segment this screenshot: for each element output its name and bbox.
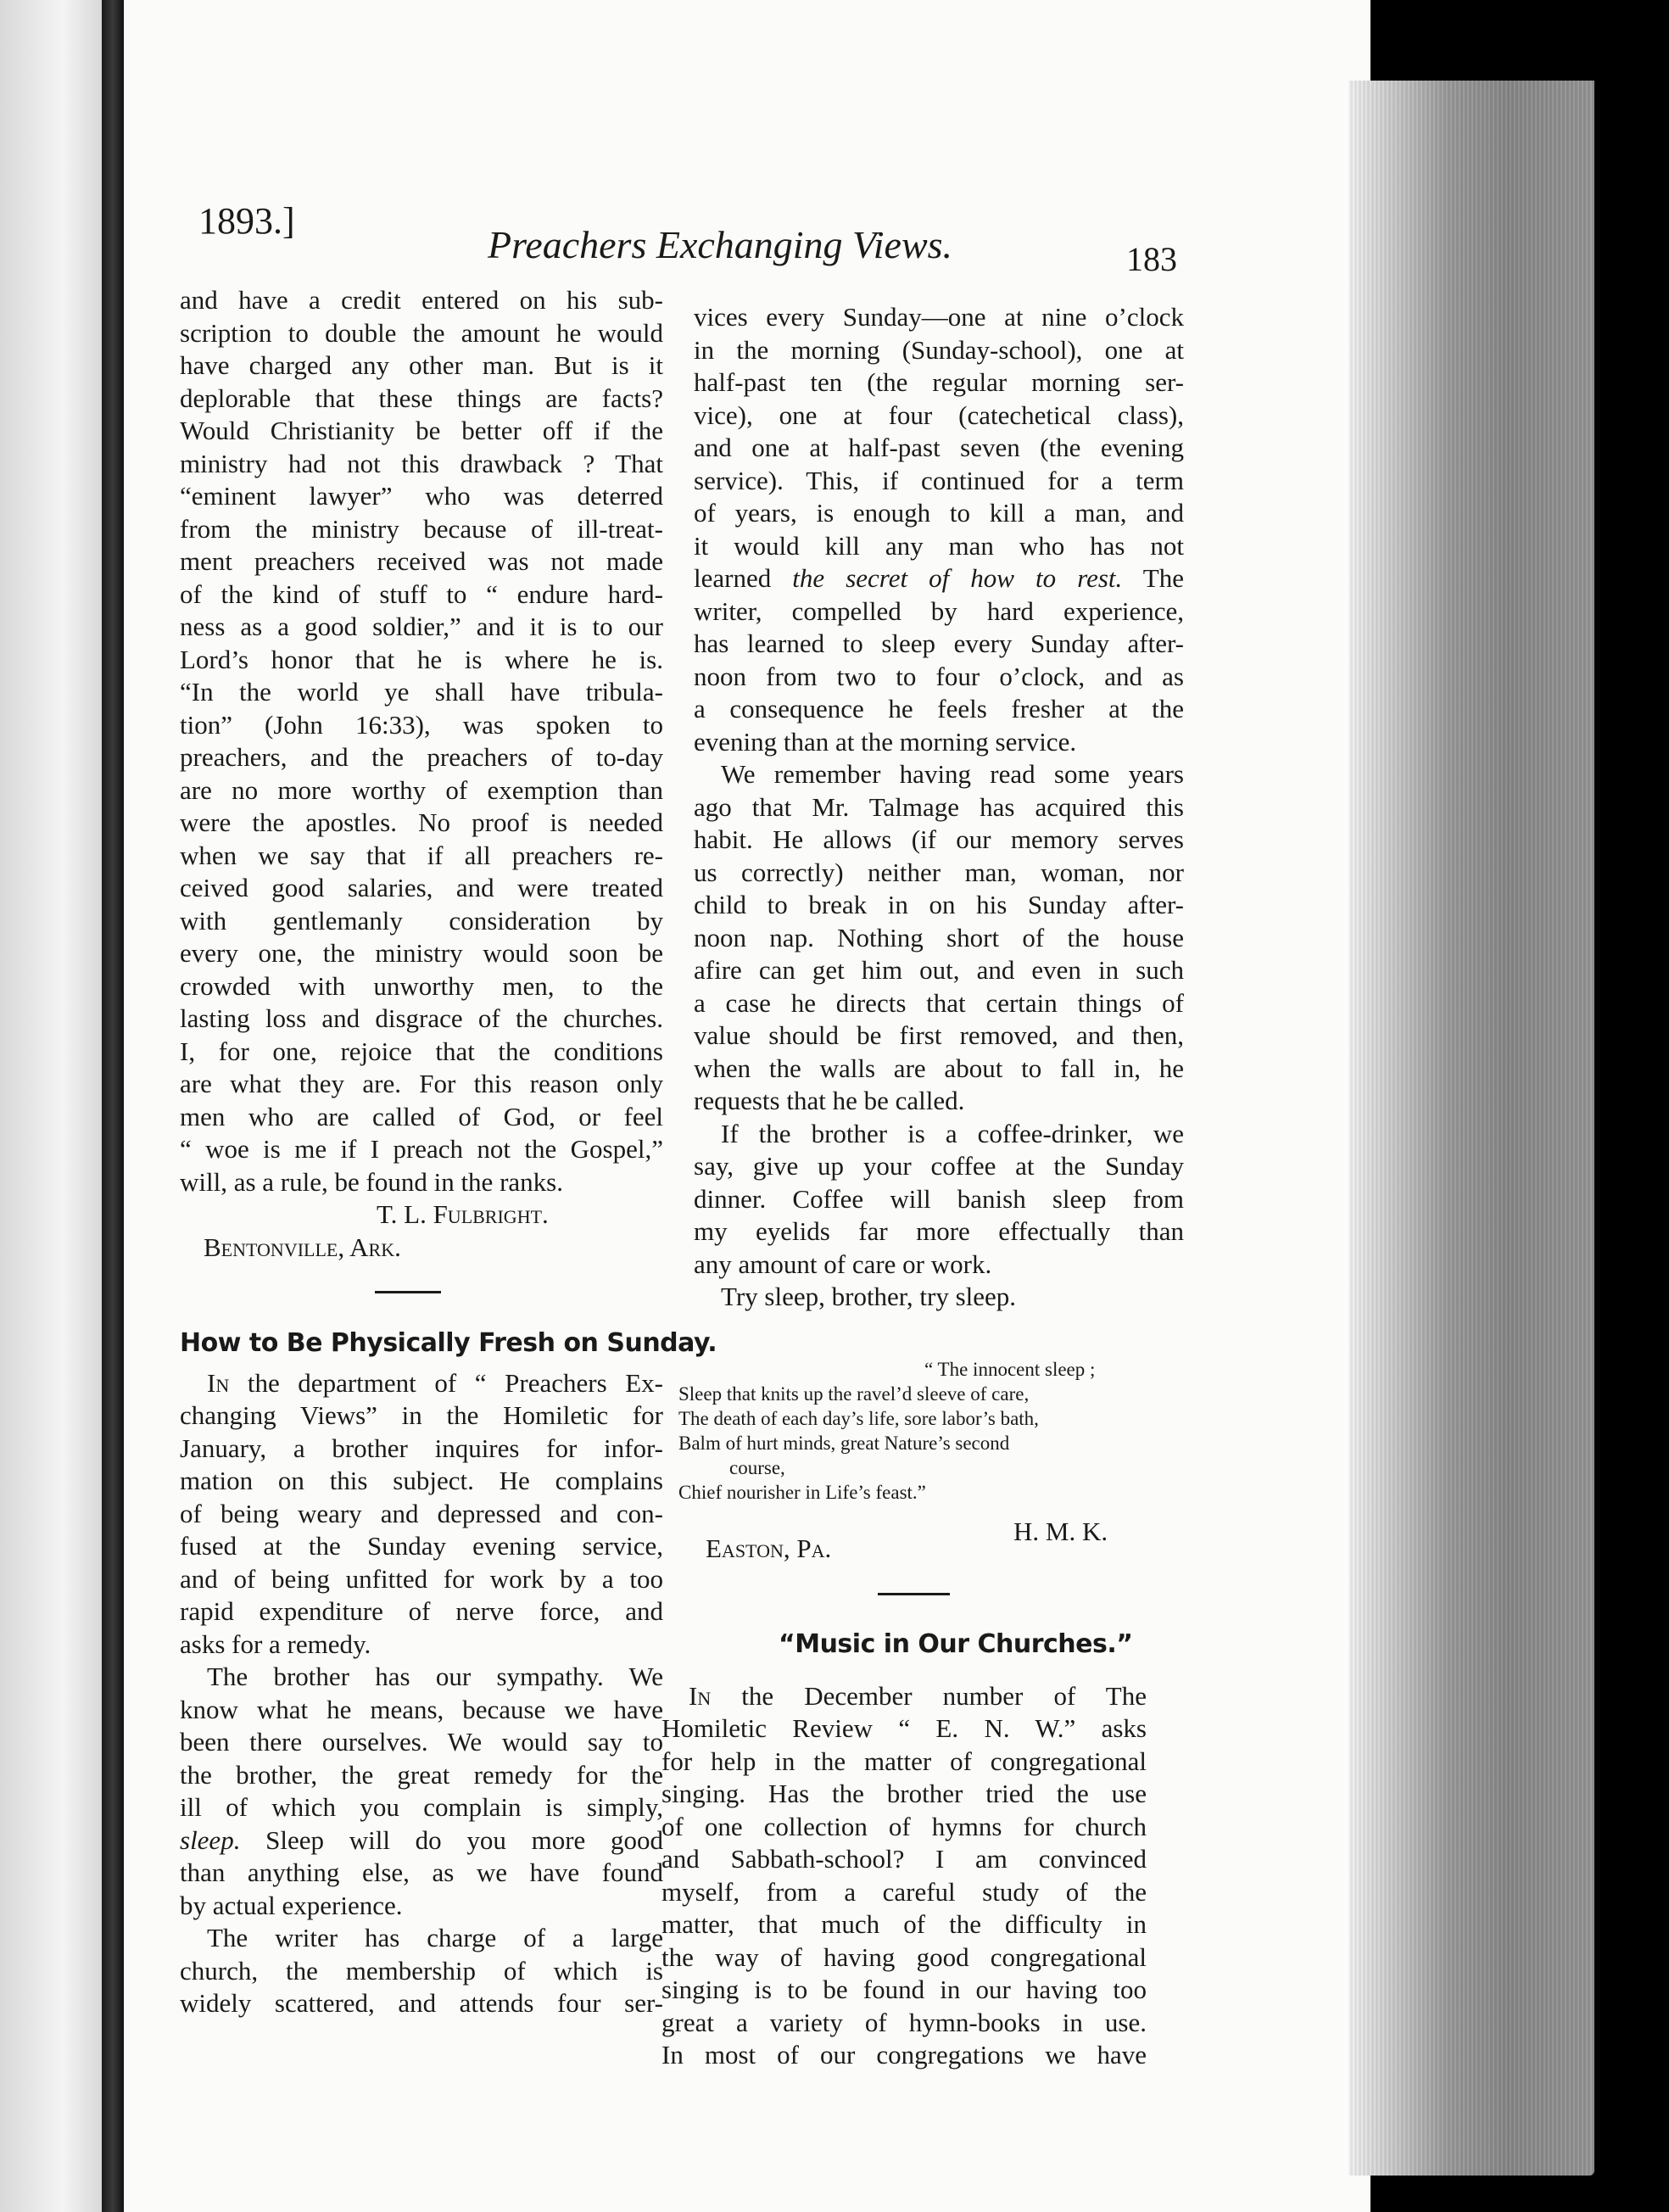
text-line: mation on this subject. He complains	[180, 1466, 663, 1495]
paragraph-line: sleep. Sleep will do you more good	[180, 1824, 664, 1855]
text-line: of the kind of stuff to “ endure hard-	[180, 578, 663, 609]
text-line: requests that he be called.	[694, 1086, 965, 1115]
text-line: were the apostles. No proof is needed	[180, 807, 663, 837]
text-line: We remember having read some years	[721, 759, 1184, 789]
text-line: any amount of care or work.	[694, 1248, 992, 1279]
text-line: crowded with unworthy men, to the	[180, 970, 663, 1001]
left-column	[180, 284, 717, 2020]
text-line: If the brother is a coffee-drinker, we	[721, 1118, 1184, 1148]
text-line: dinner. Coffee will banish sleep from	[694, 1183, 1184, 1214]
text-line: child to break in on his Sunday after-	[694, 890, 1184, 919]
text-line: “ woe is me if I preach not the Gospel,”	[180, 1134, 663, 1164]
signature-fulbright: T. L. Fulbright.	[377, 1199, 549, 1229]
signature-hmk: H. M. K.	[1013, 1517, 1108, 1546]
text-line: great a variety of hymn-books in use.	[661, 2007, 1147, 2037]
text-line: my eyelids far more effectually than	[694, 1216, 1184, 1246]
paragraph-december	[661, 1712, 1147, 2072]
quote-line: course,	[729, 1457, 785, 1478]
text-line: noon nap. Nothing short of the house	[694, 922, 1184, 952]
text-line: a consequence he feels fresher at the	[694, 694, 1184, 723]
text-line: vice), one at four (catechetical class),	[694, 399, 1184, 430]
right-text-top	[694, 301, 1184, 562]
text-line: are what they are. For this reason only	[180, 1069, 663, 1098]
text-line: myself, from a careful study of the	[661, 1876, 1147, 1907]
text-line: scription to double the amount he would	[180, 317, 663, 348]
text-line: singing. Has the brother tried the use	[661, 1779, 1147, 1808]
text-line: a case he directs that certain things of	[694, 987, 1184, 1018]
text-line: afire can get him out, and even in such	[694, 955, 1184, 985]
text-line: in the morning (Sunday-school), one at	[694, 334, 1184, 365]
text-line: The writer has charge of a large	[207, 1923, 663, 1952]
section-heading-physically-fresh: How to Be Physically Fresh on Sunday.	[180, 1328, 717, 1358]
text-line: know what he means, because we have	[180, 1694, 663, 1724]
text-line: widely scattered, and attends four ser-	[180, 1988, 663, 2018]
text-line: noon from two to four o’clock, and as	[694, 661, 1184, 691]
paragraph-writer	[180, 1922, 663, 2020]
text-line: singing is to be found in our having too	[661, 1975, 1147, 2004]
text-line: are no more worthy of exemption than	[180, 774, 663, 805]
text-line: writer, compelled by hard experience,	[694, 595, 1184, 626]
text-line: vices every Sunday—one at nine o’clock	[694, 302, 1184, 332]
text-line: by actual experience.	[180, 1890, 403, 1920]
text-line: of one collection of hymns for church	[661, 1811, 1147, 1841]
left-text-top	[180, 284, 663, 1198]
text-line: and have a credit entered on his sub-	[180, 285, 663, 315]
try-sleep-line: Try sleep, brother, try sleep.	[721, 1282, 1017, 1311]
text-line: the brother, the great remedy for the	[180, 1759, 663, 1790]
quote-line: Balm of hurt minds, great Nature’s second	[678, 1433, 1010, 1454]
text-line: “eminent lawyer” who was deterred	[180, 481, 663, 511]
text-line: for help in the matter of congregational	[661, 1746, 1147, 1776]
text-line: every one, the ministry would soon be	[180, 938, 663, 968]
text-line: matter, that much of the difficulty in	[661, 1909, 1147, 1939]
text-line: ness as a good soldier,” and it is to our	[180, 612, 663, 641]
text-line: habit. He allows (if our memory serves	[694, 824, 1184, 854]
text-line: and Sabbath-school? I am convinced	[661, 1844, 1147, 1874]
quote-line: Chief nourisher in Life’s feast.”	[678, 1482, 926, 1503]
text-line: ill of which you complain is simply,	[180, 1792, 663, 1822]
text-line: of years, is enough to kill a man, and	[694, 498, 1184, 528]
text-line: ceived good salaries, and were treated	[180, 873, 663, 902]
header-year: 1893.]	[198, 200, 295, 242]
page-number: 183	[1126, 240, 1177, 278]
paragraph-sympathy	[180, 1661, 663, 1824]
text-line: half-past ten (the regular morning ser-	[694, 367, 1184, 397]
right-column	[694, 301, 1184, 1314]
book-gutter	[102, 0, 124, 2212]
macbeth-quote	[678, 1357, 1162, 1505]
text-line: rapid expenditure of nerve force, and	[180, 1596, 663, 1626]
header-title: Preachers Exchanging Views.	[488, 223, 953, 266]
text-line: the way of having good congregational	[661, 1941, 1147, 1972]
text-line: Would Christianity be better off if the	[180, 416, 663, 445]
text-line: has learned to sleep every Sunday after-	[694, 628, 1184, 658]
text-line: Homiletic Review “ E. N. W.” asks	[661, 1713, 1147, 1743]
text-line: when we say that if all preachers re-	[180, 840, 663, 870]
text-line: January, a brother inquires for infor-	[180, 1433, 663, 1463]
page-block-edge	[1348, 81, 1594, 2176]
text-line: asks for a remedy.	[180, 1628, 371, 1659]
text-line: lasting loss and disgrace of the churches.	[180, 1003, 663, 1033]
text-line: service). This, if continued for a term	[694, 465, 1184, 495]
section-heading-music: “Music in Our Churches.”	[779, 1629, 1133, 1659]
text-line: and of being unfitted for work by a too	[180, 1563, 663, 1594]
text-line: from the ministry because of ill-treat-	[180, 513, 663, 544]
text-line: of being weary and depressed and con-	[180, 1498, 663, 1528]
text-line: when the walls are about to fall in, he	[694, 1053, 1184, 1083]
paragraph-department	[180, 1399, 663, 1661]
text-line: us correctly) neither man, woman, nor	[694, 857, 1184, 887]
paragraph-line: In the department of “ Preachers Ex-	[207, 1367, 663, 1398]
text-line: been there ourselves. We would say to	[180, 1727, 663, 1757]
text-line: In most of our congregations we have	[661, 2040, 1147, 2070]
text-line: have charged any other man. But is it	[180, 350, 663, 380]
paragraph-line: In the December number of The	[689, 1680, 1147, 1711]
text-line: I, for one, rejoice that the conditions	[180, 1036, 663, 1066]
quote-line: “ The innocent sleep ;	[924, 1359, 1096, 1380]
text-line: with gentlemanly consideration by	[180, 905, 663, 936]
text-line: ment preachers received was not made	[180, 546, 663, 576]
paragraph-sympathy-tail	[180, 1857, 663, 1922]
section-divider	[375, 1291, 441, 1293]
paragraph-talmage	[694, 758, 1184, 1118]
right-text-mid	[694, 595, 1184, 759]
text-line: ago that Mr. Talmage has acquired this	[694, 791, 1184, 822]
text-line: value should be first removed, and then,	[694, 1020, 1184, 1050]
text-line: it would kill any man who has not	[694, 530, 1184, 561]
text-line: men who are called of God, or feel	[180, 1101, 663, 1131]
text-line: church, the membership of which is	[180, 1955, 663, 1986]
section-divider	[878, 1593, 950, 1595]
text-line: tion” (John 16:33), was spoken to	[180, 709, 663, 740]
text-line: deplorable that these things are facts?	[180, 383, 663, 413]
paragraph-line: learned the secret of how to rest. The	[694, 563, 1184, 593]
text-line: will, as a rule, be found in the ranks.	[180, 1166, 563, 1197]
location-easton: Easton, Pa.	[706, 1533, 832, 1563]
text-line: preachers, and the preachers of to-day	[180, 742, 663, 772]
paragraph-coffee	[694, 1118, 1184, 1282]
quote-line: The death of each day’s life, sore labor’s bath,	[678, 1408, 1039, 1429]
text-line: fused at the Sunday evening service,	[180, 1531, 663, 1561]
text-line: changing Views” in the Homiletic for	[180, 1400, 663, 1430]
right-column-lower	[661, 1628, 1147, 2072]
text-line: say, give up your coffee at the Sunday	[694, 1151, 1184, 1181]
location-bentonville: Bentonville, Ark.	[204, 1232, 401, 1262]
text-line: evening than at the morning service.	[694, 726, 1077, 757]
quote-line: Sleep that knits up the ravel’d sleeve of care,	[678, 1383, 1030, 1405]
text-line: “In the world ye shall have tribula-	[180, 677, 663, 707]
text-line: ministry had not this drawback ? That	[180, 448, 663, 478]
text-line: than anything else, as we have found	[180, 1857, 663, 1887]
text-line: Lord’s honor that he is where he is.	[180, 644, 663, 674]
text-line: The brother has our sympathy. We	[207, 1662, 663, 1691]
facing-page-edge	[0, 0, 114, 2212]
text-line: and one at half-past seven (the evening	[694, 433, 1184, 462]
